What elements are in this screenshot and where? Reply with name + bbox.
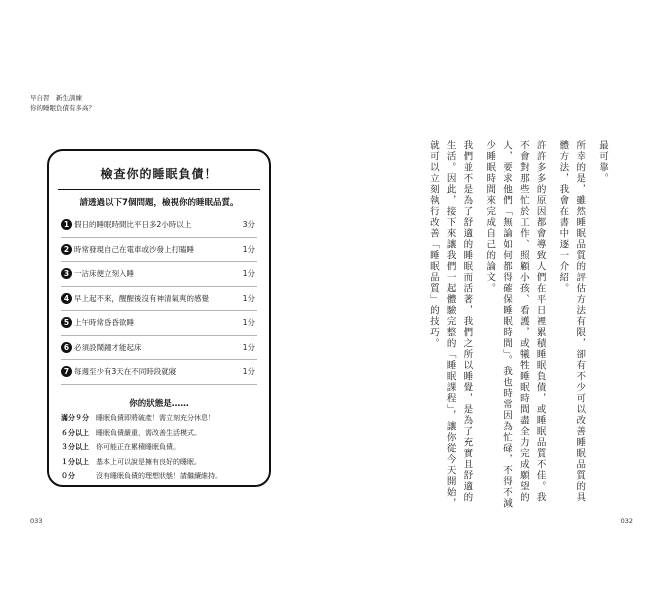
running-head-section: 早自習 新生訓練: [30, 94, 82, 102]
question-list: [61, 213, 257, 385]
question-score: 1分: [242, 318, 255, 327]
left-page: [0, 0, 327, 609]
question-score: 1分: [242, 367, 255, 376]
result-score-range: １分以上: [61, 457, 89, 466]
question-score: 1分: [242, 269, 255, 278]
question-text: 早上起不來，醒醒後沒有神清氣爽的感覺: [74, 293, 209, 303]
question-score: 3分: [242, 220, 255, 229]
result-score-range: 滿分９分: [61, 414, 89, 422]
result-row: [61, 457, 261, 472]
question-text: 每週至少有3天在不同時段就寢: [74, 367, 177, 376]
question-text: 必須設鬧鐘才能起床: [74, 342, 142, 352]
question-number-badge: 3: [61, 268, 72, 279]
status-heading: 你的狀態是……: [129, 399, 189, 409]
result-description: 基本上可以說是擁有良好的睡眠。: [96, 457, 201, 466]
result-description: 睡眠負債即將破產！需立刻充分休息！: [96, 414, 215, 422]
question-row: [61, 213, 257, 238]
body-paragraph: 所幸的是，雖然睡眠品質的評估方法有限，卻有不少可以改善睡眠品質的具體方法，我會在書中逐一介紹。: [557, 140, 586, 503]
body-paragraph: 許許多多的原因都會導致人們在平日裡累積睡眠負債，或睡眠品質不佳。我不會對那些忙於工作、照顧小孩、看護，或犧牲睡眠時間盡全力完成願望的人，要求他們「無論如何都得確保睡眠時間」。我也時常因為忙碌，不得不減少睡眠時間來完成自己的論文。: [484, 140, 546, 510]
result-row: [61, 413, 261, 428]
question-number-badge: 4: [61, 293, 72, 304]
question-score: 1分: [242, 293, 255, 303]
result-description: 睡眠負債嚴重，需改善生活模式。: [96, 428, 201, 437]
card-subtitle: 請透過以下7個問題，檢視你的睡眠品質。: [79, 198, 239, 208]
result-description: 沒有睡眠負債的理想狀態！請繼續維持。: [96, 472, 222, 481]
left-page-number: 033: [30, 517, 43, 525]
sleep-debt-checklist-card: [47, 149, 271, 487]
question-number-badge: 6: [61, 342, 72, 353]
question-row: [61, 287, 257, 312]
question-row: [61, 311, 257, 336]
body-paragraph: 我們並不是為了舒適的睡眠而活著，我們之所以睡覺，是為了充實且舒適的生活。因此，接下來讓我們一起體驗完整的「睡眠課程」，讓你從今天開始，就可以立刻執行改善「睡眠品質」的技巧。: [427, 140, 473, 510]
card-title: 檢查你的睡眠負債！: [100, 167, 218, 181]
question-score: 1分: [242, 244, 255, 254]
question-row: [61, 238, 257, 263]
question-row: [61, 360, 257, 385]
result-row: [61, 471, 261, 486]
question-row: [61, 262, 257, 287]
question-text: 上午時常昏昏欲睡: [74, 318, 134, 327]
body-paragraph: 最可靠。: [597, 140, 608, 184]
running-head-chapter: 你的睡眠負債有多高？: [30, 104, 95, 112]
question-score: 1分: [242, 342, 255, 352]
question-text: 時常發現自己在電車或沙發上打瞌睡: [74, 244, 194, 254]
question-text: 一沾床便立刻入睡: [74, 269, 134, 278]
result-score-range: ６分以上: [61, 428, 89, 437]
result-list: [61, 413, 261, 486]
question-number-badge: 2: [61, 244, 72, 255]
body-text-vertical: [360, 140, 610, 510]
question-number-badge: 7: [61, 366, 72, 377]
question-text: 假日的睡眠時間比平日多2小時以上: [74, 220, 192, 229]
question-row: [61, 336, 257, 361]
result-row: [61, 428, 261, 443]
result-row: [61, 442, 261, 457]
title-divider: [58, 189, 260, 190]
result-score-range: ０分: [61, 472, 75, 481]
result-score-range: ３分以上: [61, 443, 89, 452]
question-number-badge: 1: [61, 219, 72, 230]
result-description: 你可能正在累積睡眠負債。: [96, 443, 180, 452]
running-head: [30, 93, 95, 113]
question-number-badge: 5: [61, 317, 72, 328]
right-page: [328, 0, 655, 609]
right-page-number: 032: [620, 517, 633, 525]
